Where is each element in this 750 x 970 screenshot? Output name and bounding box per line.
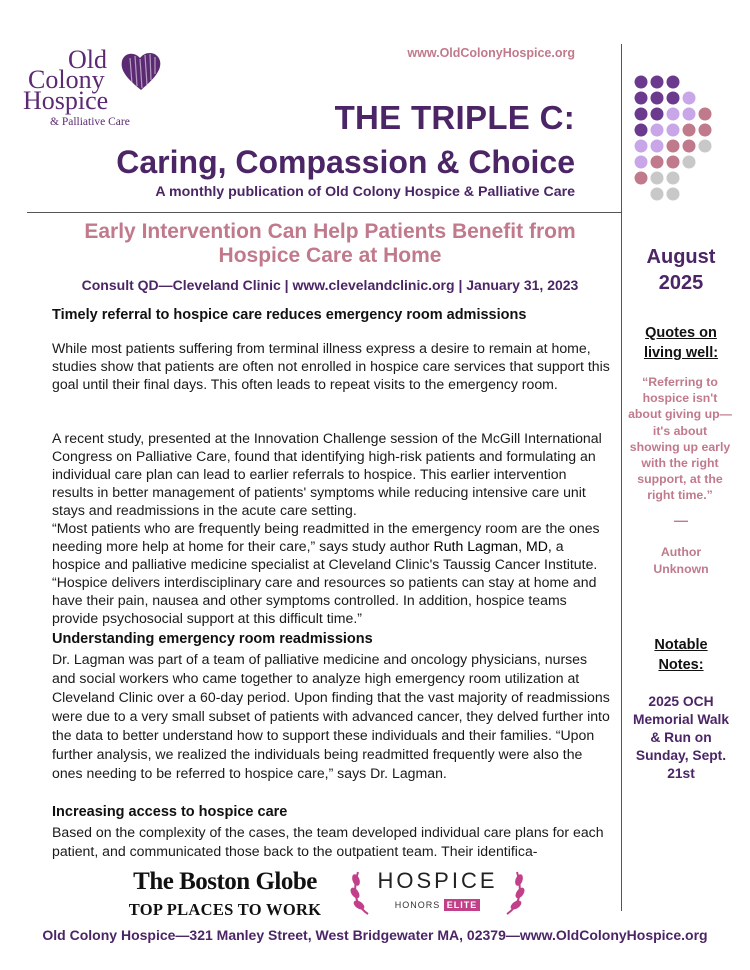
- footer-address: Old Colony Hospice—321 Manley Street, West Bridgewater MA, 02379—www.OldColonyHospice.org: [42, 927, 708, 943]
- paragraph-4: Dr. Lagman was part of a team of palliative medicine and oncology physicians, nurses and social workers who came together to analyze high emergency room utilization at Cleveland Clinic over a 60-day period. Upon finding that the vast majority of readmissions were due to a very small subset of patients with advanced cancer, they delved further into the data to better understand how to support these individuals and their families. “Upon further analysis, we realized the individuals being readmitted frequently were also the ones needing to be referred to hospice care,” says Dr. Lagman.: [52, 651, 610, 781]
- laurel-left-icon: [350, 866, 372, 916]
- paragraph-2: A recent study, presented at the Innovation Challenge session of the McGill International Congress on Palliative Care, found that identifying high-risk patients and formulating an individual care plan can lead to earlier referrals to hospice. This earlier intervention results in better management of patients' symptoms while reducing intensive care unit stays and readmissions in the acute care setting.: [52, 430, 602, 518]
- logo-text-old: Old: [68, 45, 107, 74]
- newsletter-title-tagline: Caring, Compassion & Choice: [116, 144, 575, 180]
- site-url[interactable]: www.OldColonyHospice.org: [407, 46, 575, 60]
- hospice-honors-elite-badge: [350, 864, 525, 916]
- issue-month: August: [646, 246, 716, 268]
- author-link[interactable]: Ruth Lagman, MD,: [433, 538, 552, 554]
- logo-text-colony: Colony: [28, 65, 105, 94]
- old-colony-logo: [22, 44, 172, 134]
- hospice-word: HOSPICE: [377, 868, 498, 893]
- laurel-right-icon: [503, 866, 525, 916]
- boston-globe-badge: [118, 868, 332, 920]
- elite-label: ELITE: [444, 899, 481, 911]
- article-headline: Early Intervention Can Help Patients Benefit from Hospice Care at Home: [84, 220, 576, 267]
- sidebar-divider: [621, 44, 622, 911]
- quote-text: “Referring to hospice isn't about giving up—it's about showing up early with the right support, at the right time.”: [628, 375, 732, 503]
- heart-icon: [118, 48, 164, 94]
- issue-date: [626, 244, 736, 296]
- article-source: Consult QD—Cleveland Clinic | www.clevelandclinic.org | January 31, 2023: [81, 277, 579, 293]
- quotes-heading: Quotes on living well:: [643, 325, 719, 361]
- issue-year: 2025: [658, 272, 704, 294]
- paragraph-3-text-b: a hospice and palliative medicine specialist at Cleveland Clinic's Taussig Cancer Institute. “Hospice delivers interdisciplinary care and resources so patients can stay at home and have their pain, nausea and other symptoms controlled. In addition, hospice teams provide psychosocial support at this difficult time.”: [52, 538, 598, 626]
- notable-notes-heading: Notable Notes:: [654, 637, 708, 673]
- section-heading-readmissions: Understanding emergency room readmissions: [52, 631, 373, 647]
- paragraph-5: Based on the complexity of the cases, the team developed individual care plans for each patient, and communicated those back to the outpatient team. Their identifica-: [52, 824, 604, 859]
- logo-text-hospice: Hospice: [23, 86, 109, 115]
- honors-text: HONORS: [394, 900, 441, 910]
- quote-author: Author Unknown: [653, 545, 709, 576]
- section-heading-access: Increasing access to hospice care: [52, 804, 288, 820]
- boston-globe-name: The Boston Globe: [133, 868, 317, 895]
- decorative-dot-grid: [633, 74, 713, 204]
- section-heading-timely-referral: Timely referral to hospice care reduces emergency room admissions: [52, 307, 527, 323]
- notable-notes-text: 2025 OCH Memorial Walk & Run on Sunday, Sept. 21st: [632, 694, 730, 781]
- newsletter-subtitle: A monthly publication of Old Colony Hospice & Palliative Care: [155, 184, 575, 200]
- logo-text-palliative: & Palliative Care: [50, 116, 130, 128]
- honors-line: [370, 900, 505, 910]
- paragraph-3-text-a: “Most patients who are frequently being readmitted in the emergency room are the ones needing more help at home for their care,” says study author: [52, 520, 600, 554]
- newsletter-title: THE TRIPLE C:: [334, 99, 575, 136]
- header-divider: [27, 212, 621, 213]
- quote-dash: —: [674, 512, 688, 528]
- paragraph-1: While most patients suffering from terminal illness express a desire to remain at home, studies show that patients are often not enrolled in hospice care services that support this goal until their final days. This often leads to repeat visits to the emergency room.: [52, 340, 610, 392]
- top-places-to-work: TOP PLACES TO WORK: [128, 900, 322, 919]
- paragraph-3: [52, 519, 610, 627]
